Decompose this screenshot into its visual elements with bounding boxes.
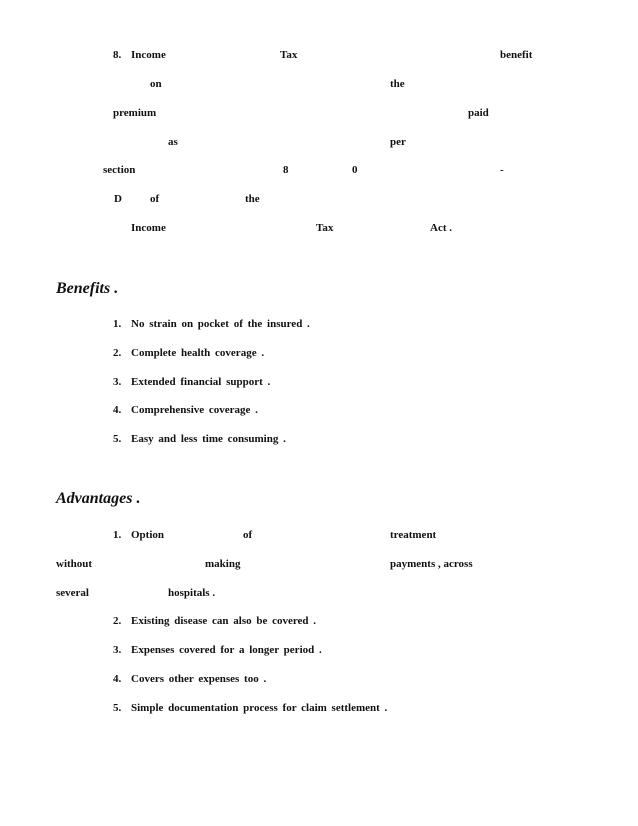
word: premium bbox=[113, 107, 157, 119]
word: as bbox=[168, 136, 178, 148]
list-item-text: No strain on pocket of the insured . bbox=[131, 318, 310, 330]
word: D bbox=[114, 193, 122, 205]
word: the bbox=[390, 78, 405, 90]
list-number: 4. bbox=[113, 404, 122, 416]
list-item-text: Expenses covered for a longer period . bbox=[131, 644, 322, 656]
word: hospitals . bbox=[168, 587, 216, 599]
word: section bbox=[103, 164, 136, 176]
list-item-text: Simple documentation process for claim settlement . bbox=[131, 702, 388, 714]
word: of bbox=[150, 193, 160, 205]
word: treatment bbox=[390, 529, 437, 541]
list-number: 4. bbox=[113, 673, 122, 685]
list-number: 2. bbox=[113, 347, 122, 359]
list-number: 2. bbox=[113, 615, 122, 627]
word: making bbox=[205, 558, 241, 570]
list-number: 5. bbox=[113, 433, 122, 445]
word: paid bbox=[468, 107, 489, 119]
word: on bbox=[150, 78, 162, 90]
word: payments , across bbox=[390, 558, 473, 570]
word: several bbox=[56, 587, 89, 599]
list-number: 1. bbox=[113, 529, 122, 541]
word: the bbox=[245, 193, 260, 205]
word: Tax bbox=[316, 222, 334, 234]
list-item-text: Easy and less time consuming . bbox=[131, 433, 286, 445]
benefits-heading: Benefits . bbox=[56, 280, 119, 297]
list-item-text: Covers other expenses too . bbox=[131, 673, 267, 685]
word: Income bbox=[131, 49, 166, 61]
list-item-text: Existing disease can also be covered . bbox=[131, 615, 317, 627]
list-item-text: Complete health coverage . bbox=[131, 347, 265, 359]
list-number: 8. bbox=[113, 49, 122, 61]
list-number: 5. bbox=[113, 702, 122, 714]
word: - bbox=[500, 164, 504, 176]
word: without bbox=[56, 558, 93, 570]
advantages-heading: Advantages . bbox=[56, 490, 141, 507]
list-number: 3. bbox=[113, 376, 122, 388]
list-item-text: Comprehensive coverage . bbox=[131, 404, 258, 416]
word: 8 bbox=[283, 164, 289, 176]
word: benefit bbox=[500, 49, 533, 61]
list-item-text: Extended financial support . bbox=[131, 376, 271, 388]
word: of bbox=[243, 529, 253, 541]
word: Act . bbox=[430, 222, 452, 234]
list-number: 1. bbox=[113, 318, 122, 330]
list-number: 3. bbox=[113, 644, 122, 656]
word: Option bbox=[131, 529, 165, 541]
word: 0 bbox=[352, 164, 358, 176]
word: per bbox=[390, 136, 406, 148]
word: Tax bbox=[280, 49, 298, 61]
word: Income bbox=[131, 222, 166, 234]
